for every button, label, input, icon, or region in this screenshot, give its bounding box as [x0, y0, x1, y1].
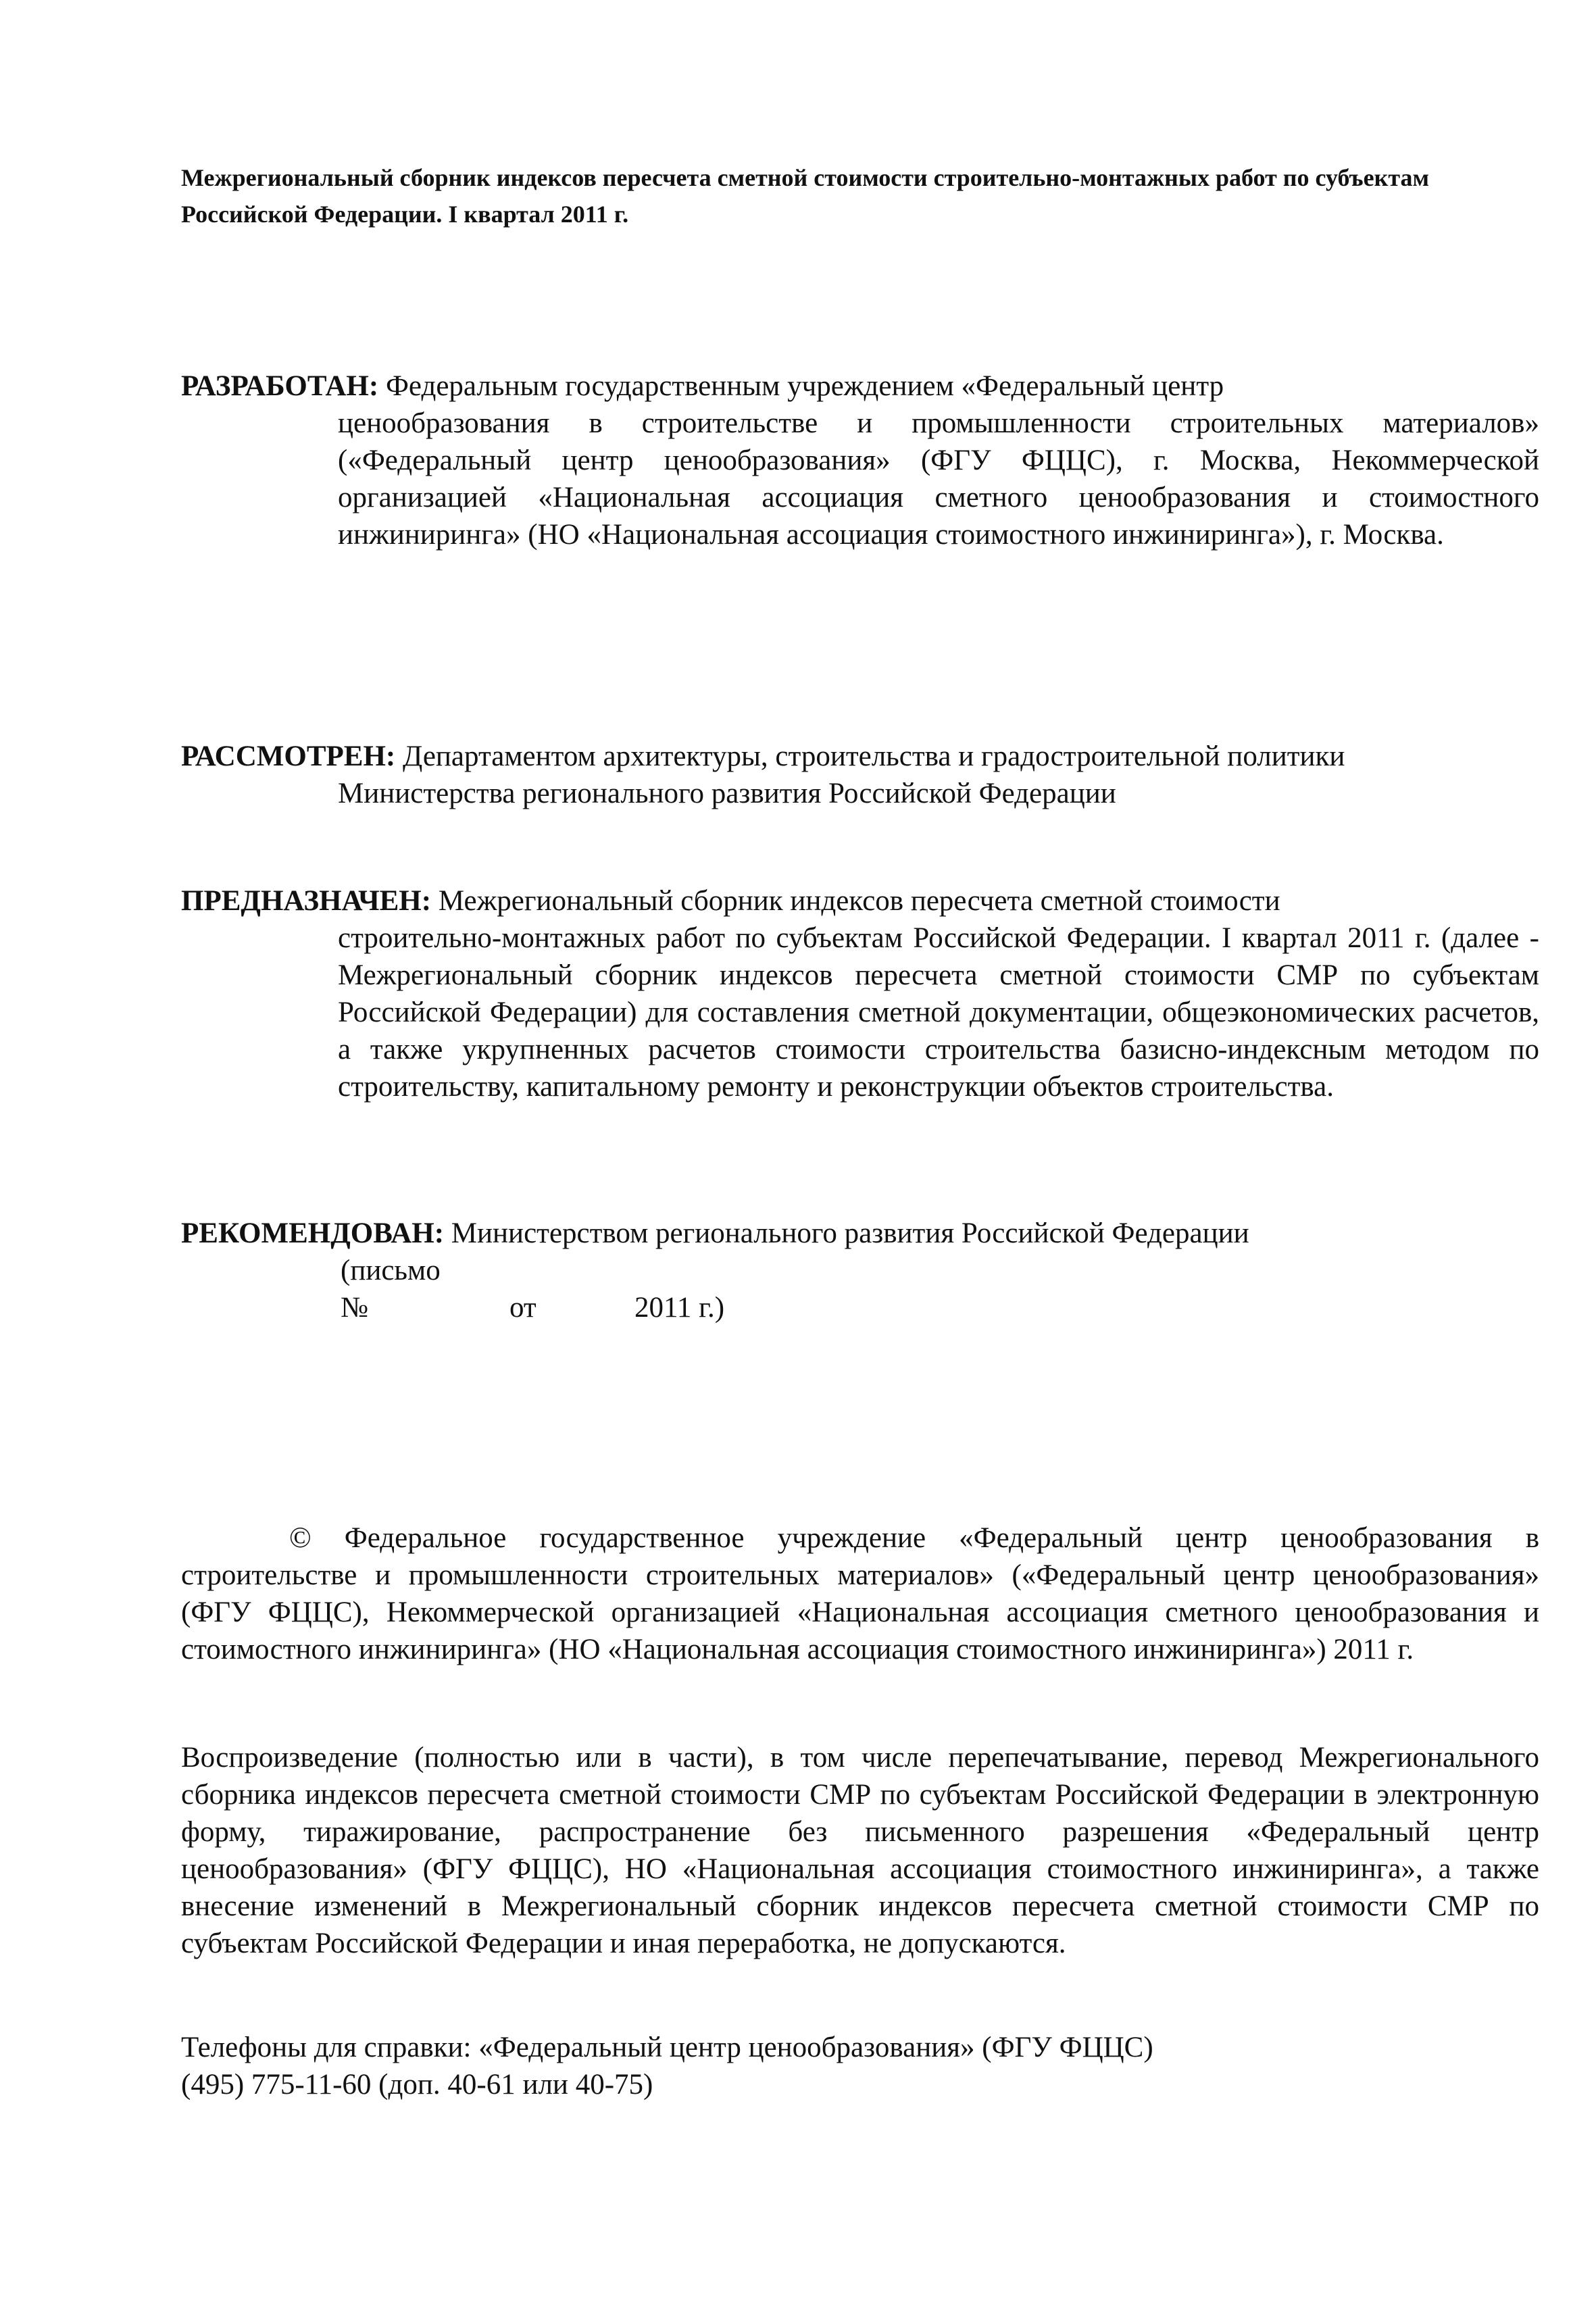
rekomendovan-letter-line: [341, 1252, 1539, 1326]
section-rassmotren: [181, 738, 1539, 812]
header-line-1: Межрегиональный сборник индексов пересчета сметной стоимости строительно-монтажных работ по субъектам: [181, 164, 1429, 191]
copyright-notice: © Федеральное государственное учреждение «Федеральный центр ценообразования в строительстве и промышленности строительных материалов» («Федеральный центр ценообразования» (ФГУ ФЦЦС), Некоммерческой организацией «Национальная ассоциация сметного ценообразования и стоимостного инжиниринга» (НО «Национальная ассоциация стоимостного инжиниринга») 2011 г.: [181, 1522, 1539, 1665]
rekomendovan-label: РЕКОМЕНДОВАН:: [181, 1217, 445, 1249]
razrabotan-first-text: Федеральным государственным учреждением «Федеральный центр: [385, 370, 1224, 402]
reproduction-notice: Воспроизведение (полностью или в части), в том числе перепечатывание, перевод Межрегионального сборника индексов пересчета сметной стоимости СМР по субъектам Российской Федерации в электронную форму, тиражирование, распространение без письменного разрешения «Федеральный центр ценообразования» (ФГУ ФЦЦС), НО «Национальная ассоциация стоимостного инжиниринга», а также внесение изменений в Межрегиональный сборник индексов пересчета сметной стоимости СМР по субъектам Российской Федерации и иная переработка, не допускаются.: [181, 1742, 1539, 1959]
rassmotren-label: РАССМОТРЕН:: [181, 740, 396, 772]
rekomendovan-first-line: [181, 1215, 1539, 1252]
section-prednaznachen: [181, 882, 1539, 1105]
prednaznachen-first-line: [181, 882, 1539, 920]
letter-year: 2011 г.): [634, 1292, 725, 1324]
phones-line-2: (495) 775-11-60 (доп. 40-61 или 40-75): [181, 2069, 653, 2101]
phones-line-1: Телефоны для справки: «Федеральный центр ценообразования» (ФГУ ФЦЦС): [181, 2032, 1153, 2063]
rassmotren-first-text: Департаментом архитектуры, строительства и градостроительной политики: [402, 740, 1345, 772]
header-line-2: Российской Федерации. I квартал 2011 г.: [181, 201, 629, 228]
prednaznachen-first-text: Межрегиональный сборник индексов пересчета сметной стоимости: [438, 885, 1280, 917]
prednaznachen-label: ПРЕДНАЗНАЧЕН:: [181, 885, 432, 917]
letter-date-label: от: [509, 1292, 537, 1324]
razrabotan-continuation: ценообразования в строительстве и промышленности строительных материалов» («Федеральный центр ценообразования» (ФГУ ФЦЦС), г. Москва, Некоммерческой организацией «Национальная ассоциация сметного ценообразования и стоимостного инжиниринга» (НО «Национальная ассоциация стоимостного инжиниринга»), г. Москва.: [338, 407, 1539, 551]
rassmotren-first-line: [181, 738, 1539, 775]
prednaznachen-continuation: строительно-монтажных работ по субъектам Российской Федерации. I квартал 2011 г. (далее - Межрегиональный сборник индексов пересчета сметной стоимости СМР по субъектам Российской Федерации) для составления сметной документации, общеэкономических расчетов, а также укрупненных расчетов стоимости строительства базисно-индексным методом по строительству, капитальному ремонту и реконструкции объектов строительства.: [338, 922, 1539, 1103]
reference-phones: [181, 2029, 1539, 2103]
letter-number-label: (письмо №: [341, 1255, 441, 1324]
razrabotan-first-line: [181, 368, 1539, 405]
rekomendovan-first-text: Министерством регионального развития Российской Федерации: [451, 1217, 1249, 1249]
section-rekomendovan: [181, 1215, 1539, 1326]
razrabotan-label: РАЗРАБОТАН:: [181, 370, 379, 402]
section-razrabotan: [181, 368, 1539, 553]
document-header: [181, 159, 1539, 232]
rassmotren-continuation: Министерства регионального развития Российской Федерации: [338, 778, 1116, 809]
